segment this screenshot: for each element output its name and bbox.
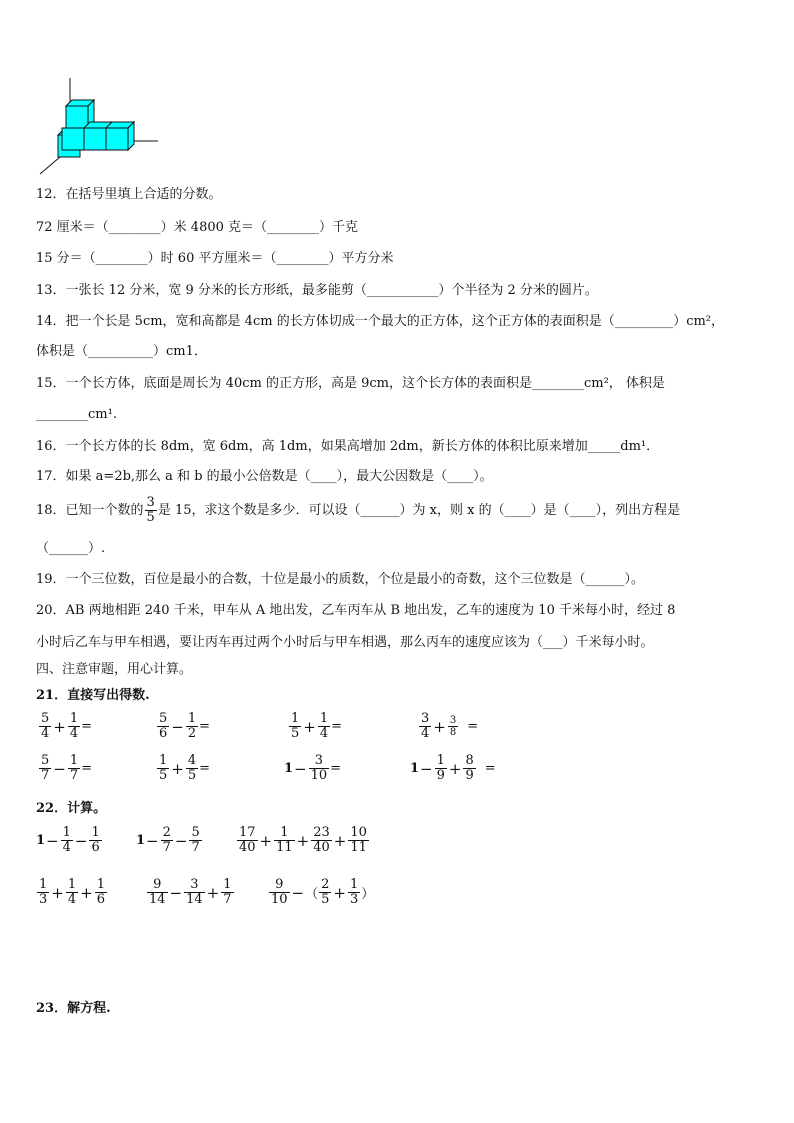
q13: 13．一张长 12 分米，宽 9 分米的长方形纸，最多能剪（___________）个半径为 2 分米的圆片。 bbox=[36, 283, 598, 298]
q21-item-8: 1 − $\frac{1}{9}$ + $\frac{8}{9}$ = bbox=[410, 753, 496, 783]
q21-item-7: 1 − $\frac{3}{10}$ = bbox=[284, 753, 342, 783]
cube-figure bbox=[36, 78, 166, 176]
section4-heading: 四、注意审题，用心计算。 bbox=[36, 662, 193, 677]
q14-line1: 14．把一个长是 5cm，宽和高都是 4cm 的长方体切成一个最大的正方体，这个正方体的表面积是（_________）cm²， bbox=[36, 314, 725, 329]
q12-row2: 15 分＝（________）时 60 平方厘米＝（________）平方分米 bbox=[36, 251, 394, 266]
q18-line2: （______）. bbox=[36, 541, 106, 556]
q19: 19．一个三位数，百位是最小的合数，十位是最小的质数，个位是最小的奇数，这个三位数是（______）。 bbox=[36, 572, 645, 587]
q18-suffix: 是 15，求这个数是多少．可以设（______）为 x，则 x 的（____）是（____），列出方程是 bbox=[157, 502, 681, 518]
q15-line1: 15．一个长方体，底面是周长为 40cm 的正方形，高是 9cm，这个长方体的表面积是________cm²， 体积是 bbox=[36, 376, 665, 391]
q18-prefix: 18．已知一个数的 bbox=[36, 502, 144, 518]
q21-title: 21．直接写出得数. bbox=[36, 688, 150, 703]
q21-item-5: $\frac{5}{7}$ − $\frac{1}{7}$ = bbox=[41, 753, 93, 783]
q22-expr-c: $\frac{17}{40}$ + $\frac{1}{11}$ + $\frac{23}{40}$ + $\frac{10}{11}$ bbox=[239, 825, 367, 855]
q12-row1: 72 厘米＝（________）米 4800 克＝（________）千克 bbox=[36, 220, 359, 235]
q22-expr-a: 1 − $\frac{1}{4}$ − $\frac{1}{6}$ bbox=[36, 825, 100, 855]
q15-line2: ________cm¹. bbox=[36, 407, 117, 422]
q17: 17．如果 a=2b,那么 a 和 b 的最小公倍数是（____），最大公因数是（____）。 bbox=[36, 469, 493, 484]
q23-title: 23．解方程. bbox=[36, 1001, 111, 1016]
q21-item-2: $\frac{5}{6}$ − $\frac{1}{2}$ = bbox=[159, 711, 211, 741]
q18-fraction bbox=[145, 496, 157, 525]
q22-expr-d: $\frac{1}{3}$ + $\frac{1}{4}$ + $\frac{1}{6}$ bbox=[39, 877, 105, 907]
q18-frac-den: 5 bbox=[146, 510, 155, 525]
q22-expr-f: $\frac{9}{10}$ − （ $\frac{2}{5}$ + $\frac{1}{3}$ ） bbox=[271, 877, 375, 907]
q20-line2: 小时后乙车与甲车相遇，要让丙车再过两个小时后与甲车相遇，那么丙车的速度应该为（___）千米每小时。 bbox=[36, 635, 654, 650]
q18-line1 bbox=[36, 496, 680, 525]
q21-item-3: $\frac{1}{5}$ + $\frac{1}{4}$ = bbox=[291, 711, 343, 741]
q22-expr-b: 1 − $\frac{2}{7}$ − $\frac{5}{7}$ bbox=[136, 825, 200, 855]
q20-line1: 20．AB 两地相距 240 千米，甲车从 A 地出发，乙车丙车从 B 地出发，乙车的速度为 10 千米每小时，经过 8 bbox=[36, 603, 676, 618]
q18-frac-num: 3 bbox=[146, 495, 155, 510]
q12-title: 12．在括号里填上合适的分数。 bbox=[36, 187, 222, 202]
q21-item-1: $\frac{5}{4}$ + $\frac{1}{4}$ = bbox=[41, 711, 93, 741]
q14-line2: 体积是（__________）cm1． bbox=[36, 344, 207, 359]
q21-item-4: $\frac{3}{4}$ + $\frac{3}{8}$ = bbox=[421, 711, 479, 741]
q22-title: 22．计算。 bbox=[36, 801, 107, 816]
q22-expr-e: $\frac{9}{14}$ − $\frac{3}{14}$ + $\frac{1}{7}$ bbox=[149, 877, 232, 907]
q16: 16．一个长方体的长 8dm，宽 6dm，高 1dm，如果高增加 2dm，新长方体的体积比原来增加_____dm¹． bbox=[36, 439, 660, 454]
q21-item-6: $\frac{1}{5}$ + $\frac{4}{5}$ = bbox=[159, 753, 211, 783]
